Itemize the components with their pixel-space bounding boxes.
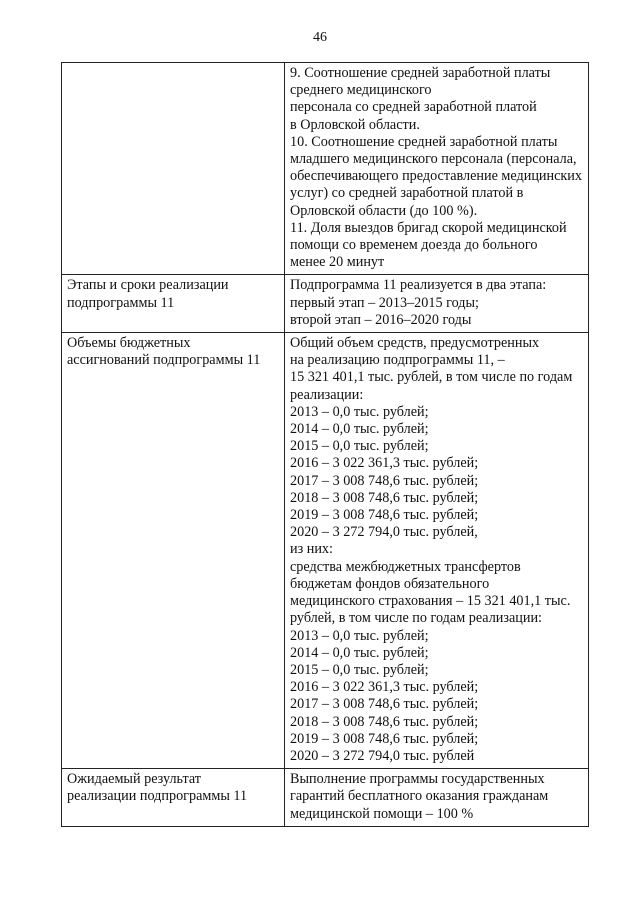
content-line: 2015 – 0,0 тыс. рублей;	[290, 661, 429, 678]
content-line: реализации:	[290, 386, 364, 403]
row-content-cell	[285, 275, 589, 333]
content-line: 2017 – 3 008 748,6 тыс. рублей;	[290, 472, 479, 489]
content-line: 2013 – 0,0 тыс. рублей;	[290, 627, 429, 644]
content-line: услуг) со средней заработной платой в	[290, 185, 524, 202]
content-line: среднего медицинского	[290, 82, 432, 99]
content-line: менее 20 минут	[290, 254, 385, 271]
content-line: 2016 – 3 022 361,3 тыс. рублей;	[290, 679, 479, 696]
content-line: на реализацию подпрограммы 11, –	[290, 352, 505, 369]
content-line: Общий объем средств, предусмотренных	[290, 335, 540, 352]
content-line: Подпрограмма 11 реализуется в два этапа:	[290, 277, 547, 294]
table-row	[62, 63, 589, 275]
content-line: Орловской области (до 100 %).	[290, 202, 478, 219]
content-line: 2014 – 0,0 тыс. рублей;	[290, 421, 429, 438]
content-line: 2015 – 0,0 тыс. рублей;	[290, 438, 429, 455]
page-number: 46	[313, 30, 327, 45]
label-line: подпрограммы 11	[67, 294, 175, 311]
content-line: персонала со средней заработной платой	[290, 99, 537, 116]
content-line: медицинской помощи – 100 %	[290, 805, 474, 822]
content-line: 2014 – 0,0 тыс. рублей;	[290, 644, 429, 661]
row-content-cell	[285, 63, 589, 275]
content-line: Выполнение программы государственных	[290, 771, 545, 788]
content-line: обеспечивающего предоставление медицинских	[290, 168, 582, 185]
table-row	[62, 275, 589, 333]
label-line: Ожидаемый результат	[67, 771, 201, 788]
subprogram-passport-table	[61, 62, 589, 827]
content-line: 2018 – 3 008 748,6 тыс. рублей;	[290, 489, 479, 506]
table-row	[62, 333, 589, 769]
row-content-cell	[285, 769, 589, 827]
content-line: второй этап – 2016–2020 годы	[290, 311, 472, 328]
content-line: 2013 – 0,0 тыс. рублей;	[290, 403, 429, 420]
content-line: рублей, в том числе по годам реализации:	[290, 610, 542, 627]
row-label-cell	[62, 769, 285, 827]
content-line: 2020 – 3 272 794,0 тыс. рублей	[290, 747, 475, 764]
content-line: из них:	[290, 541, 333, 558]
content-line: помощи со временем доезда до больного	[290, 237, 538, 254]
label-line: Объемы бюджетных	[67, 335, 191, 352]
content-line: в Орловской области.	[290, 116, 420, 133]
label-line: Этапы и сроки реализации	[67, 277, 229, 294]
row-label-cell	[62, 333, 285, 769]
content-line: младшего медицинского персонала (персонала,	[290, 151, 577, 168]
content-line: 2017 – 3 008 748,6 тыс. рублей;	[290, 696, 479, 713]
content-line: 2020 – 3 272 794,0 тыс. рублей,	[290, 524, 478, 541]
content-line: медицинского страхования – 15 321 401,1 тыс.	[290, 593, 571, 610]
content-line: 15 321 401,1 тыс. рублей, в том числе по годам	[290, 369, 573, 386]
content-line: 2016 – 3 022 361,3 тыс. рублей;	[290, 455, 479, 472]
table-row	[62, 769, 589, 827]
content-line: 2018 – 3 008 748,6 тыс. рублей;	[290, 713, 479, 730]
row-label-cell	[62, 275, 285, 333]
content-line: 9. Соотношение средней заработной платы	[290, 65, 551, 81]
content-line: средства межбюджетных трансфертов	[290, 558, 521, 575]
content-line: 10. Соотношение средней заработной платы	[290, 133, 558, 150]
content-line: первый этап – 2013–2015 годы;	[290, 294, 479, 311]
label-line: ассигнований подпрограммы 11	[67, 352, 261, 369]
label-line: реализации подпрограммы 11	[67, 788, 248, 805]
table-body	[62, 63, 589, 827]
content-line: 2019 – 3 008 748,6 тыс. рублей;	[290, 507, 479, 524]
content-line: гарантий бесплатного оказания гражданам	[290, 788, 549, 805]
row-label-cell	[62, 63, 285, 275]
content-line: 11. Доля выездов бригад скорой медицинской	[290, 219, 567, 236]
row-content-cell	[285, 333, 589, 769]
content-line: бюджетам фондов обязательного	[290, 575, 490, 592]
content-line: 2019 – 3 008 748,6 тыс. рублей;	[290, 730, 479, 747]
